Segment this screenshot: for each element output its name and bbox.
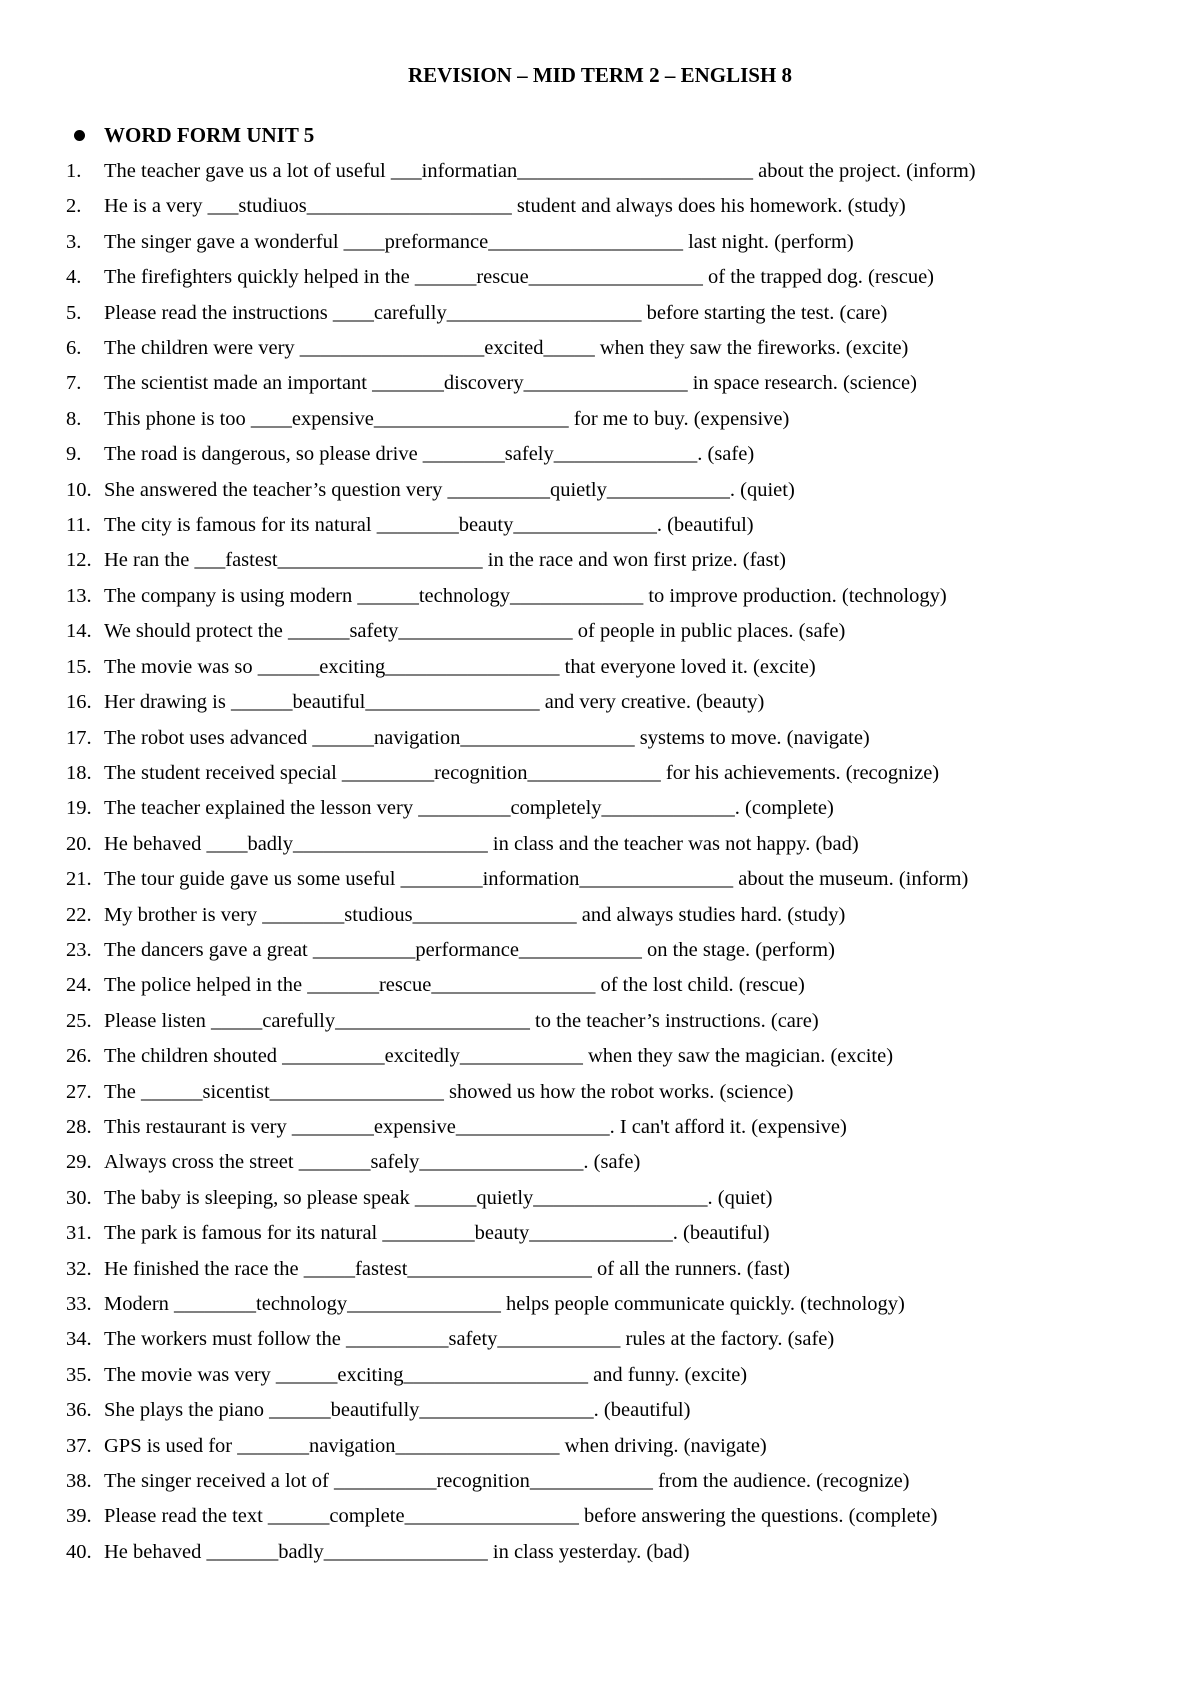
item-text: He behaved ____badly___________________ in class and the teacher was not happy. (bad)	[104, 832, 859, 855]
item-text: He behaved _______badly________________ in class yesterday. (bad)	[104, 1540, 690, 1563]
exercise-item	[66, 791, 1156, 826]
item-number: 7.	[66, 372, 82, 395]
item-text: He is a very ___studiuos____________________ student and always does his homework. (study)	[104, 195, 906, 218]
exercise-item	[66, 968, 1156, 1003]
item-number: 37.	[66, 1434, 92, 1457]
item-number: 14.	[66, 620, 92, 643]
item-number: 19.	[66, 797, 92, 820]
exercise-item	[66, 1039, 1156, 1074]
exercise-item	[66, 862, 1156, 897]
exercise-item	[66, 1004, 1156, 1039]
exercise-item	[66, 827, 1156, 862]
item-number: 6.	[66, 337, 82, 360]
exercise-item	[66, 1393, 1156, 1428]
exercise-item	[66, 1287, 1156, 1322]
item-number: 17.	[66, 726, 92, 749]
item-text: The tour guide gave us some useful ________information_______________ about the museum. (inform)	[104, 868, 969, 891]
exercise-item	[66, 402, 1156, 437]
item-number: 5.	[66, 301, 82, 324]
exercise-item	[66, 225, 1156, 260]
item-text: The children were very __________________excited_____ when they saw the fireworks. (excite)	[104, 337, 909, 360]
item-number: 29.	[66, 1151, 92, 1174]
item-number: 33.	[66, 1293, 92, 1315]
bullet-icon	[74, 130, 85, 141]
exercise-item	[66, 579, 1156, 614]
item-text: My brother is very ________studious________________ and always studies hard. (study)	[104, 903, 846, 926]
item-text: The singer gave a wonderful ____preformance___________________ last night. (perform)	[104, 230, 854, 253]
item-number: 1.	[66, 160, 82, 182]
exercise-item	[66, 543, 1156, 578]
exercise-item	[66, 650, 1156, 685]
item-text: Her drawing is ______beautiful_________________ and very creative. (beauty)	[104, 691, 765, 714]
item-number: 10.	[66, 478, 92, 501]
exercise-item	[66, 1358, 1156, 1393]
section-heading	[72, 120, 314, 150]
item-text: He ran the ___fastest____________________ in the race and won first prize. (fast)	[104, 549, 787, 572]
item-text: He finished the race the _____fastest__________________ of all the runners. (fast)	[104, 1257, 790, 1280]
page-title: REVISION – MID TERM 2 – ENGLISH 8	[407, 63, 793, 87]
item-number: 9.	[66, 443, 82, 466]
item-text: The children shouted __________excitedly____________ when they saw the magician. (excite)	[104, 1045, 894, 1068]
item-text: The dancers gave a great __________performance____________ on the stage. (perform)	[104, 938, 835, 961]
item-number: 16.	[66, 691, 92, 714]
item-number: 38.	[66, 1470, 92, 1493]
item-number: 13.	[66, 584, 92, 607]
item-text: The scientist made an important _______discovery________________ in space research. (science)	[104, 372, 917, 395]
item-text: The firefighters quickly helped in the ______rescue_________________ of the trapped dog. (rescue)	[104, 266, 935, 289]
item-text: The student received special _________recognition_____________ for his achievements. (recognize)	[104, 761, 940, 784]
exercise-item	[66, 1322, 1156, 1357]
exercise-item	[66, 756, 1156, 791]
exercise-item	[66, 721, 1156, 756]
item-text: The company is using modern ______technology_____________ to improve production. (technology)	[104, 584, 947, 607]
exercise-item	[66, 1181, 1156, 1216]
item-text: This restaurant is very ________expensive_______________. I can't afford it. (expensive)	[104, 1115, 847, 1138]
item-number: 2.	[66, 195, 82, 218]
item-text: The movie was very ______exciting__________________ and funny. (excite)	[104, 1363, 748, 1386]
item-number: 23.	[66, 938, 92, 961]
exercise-item	[66, 1252, 1156, 1287]
item-number: 25.	[66, 1009, 92, 1032]
item-text: We should protect the ______safety_________________ of people in public places. (safe)	[104, 620, 846, 643]
item-text: GPS is used for _______navigation________________ when driving. (navigate)	[104, 1434, 767, 1457]
item-number: 40.	[66, 1540, 92, 1563]
exercise-list	[66, 154, 1156, 1570]
item-text: The teacher gave us a lot of useful ___informatian_______________________ about the project. (inform)	[104, 160, 976, 182]
exercise-item	[66, 898, 1156, 933]
exercise-item	[66, 614, 1156, 649]
item-text: Please listen _____carefully___________________ to the teacher’s instructions. (care)	[104, 1009, 819, 1032]
exercise-item	[66, 473, 1156, 508]
exercise-item	[66, 154, 1156, 189]
exercise-item	[66, 1110, 1156, 1145]
item-text: She plays the piano ______beautifully_________________. (beautiful)	[104, 1399, 691, 1422]
item-number: 12.	[66, 549, 92, 572]
exercise-item	[66, 1075, 1156, 1110]
exercise-item	[66, 189, 1156, 224]
item-number: 15.	[66, 655, 92, 678]
exercise-item	[66, 1429, 1156, 1464]
item-text: The teacher explained the lesson very _________completely_____________. (complete)	[104, 797, 834, 820]
item-text: Please read the instructions ____carefully___________________ before starting the test. (care)	[104, 301, 888, 324]
item-text: Always cross the street _______safely________________. (safe)	[104, 1151, 641, 1174]
item-number: 3.	[66, 230, 82, 253]
exercise-item	[66, 1499, 1156, 1534]
item-number: 18.	[66, 761, 92, 784]
exercise-item	[66, 437, 1156, 472]
item-text: This phone is too ____expensive___________________ for me to buy. (expensive)	[104, 407, 790, 430]
exercise-item	[66, 1216, 1156, 1251]
exercise-item	[66, 331, 1156, 366]
item-number: 26.	[66, 1045, 92, 1068]
item-number: 8.	[66, 407, 82, 430]
exercise-item	[66, 508, 1156, 543]
exercise-item	[66, 933, 1156, 968]
exercise-item	[66, 1464, 1156, 1499]
item-number: 27.	[66, 1080, 92, 1103]
item-text: The police helped in the _______rescue________________ of the lost child. (rescue)	[104, 974, 805, 997]
item-text: The movie was so ______exciting_________________ that everyone loved it. (excite)	[104, 655, 816, 678]
item-number: 32.	[66, 1257, 92, 1280]
item-text: The robot uses advanced ______navigation_________________ systems to move. (navigate)	[104, 726, 870, 749]
item-text: Modern ________technology_______________ helps people communicate quickly. (technology)	[104, 1293, 905, 1315]
item-text: She answered the teacher’s question very __________quietly____________. (quiet)	[104, 478, 795, 501]
item-text: The city is famous for its natural ________beauty______________. (beautiful)	[104, 514, 754, 537]
exercise-item	[66, 1145, 1156, 1180]
item-number: 21.	[66, 868, 92, 891]
item-number: 34.	[66, 1328, 92, 1351]
item-number: 30.	[66, 1186, 92, 1209]
item-text: The ______sicentist_________________ showed us how the robot works. (science)	[104, 1080, 794, 1103]
exercise-item	[66, 296, 1156, 331]
item-text: The singer received a lot of __________recognition____________ from the audience. (recognize)	[104, 1470, 910, 1493]
exercise-item	[66, 1535, 1156, 1570]
item-number: 11.	[66, 514, 91, 537]
item-number: 36.	[66, 1399, 92, 1422]
item-text: The road is dangerous, so please drive ________safely______________. (safe)	[104, 443, 755, 466]
item-number: 4.	[66, 266, 82, 289]
item-number: 24.	[66, 974, 92, 997]
item-number: 35.	[66, 1363, 92, 1386]
item-number: 39.	[66, 1505, 92, 1528]
item-number: 28.	[66, 1115, 92, 1138]
item-text: The baby is sleeping, so please speak ______quietly_________________. (quiet)	[104, 1186, 773, 1209]
item-text: Please read the text ______complete_________________ before answering the questions. (complete)	[104, 1505, 938, 1528]
item-number: 31.	[66, 1222, 92, 1245]
exercise-item	[66, 260, 1156, 295]
exercise-item	[66, 685, 1156, 720]
exercise-item	[66, 366, 1156, 401]
item-text: The park is famous for its natural _________beauty______________. (beautiful)	[104, 1222, 770, 1245]
section-heading-label: WORD FORM UNIT 5	[104, 123, 315, 147]
item-text: The workers must follow the __________safety____________ rules at the factory. (safe)	[104, 1328, 835, 1351]
item-number: 20.	[66, 832, 92, 855]
item-number: 22.	[66, 903, 92, 926]
